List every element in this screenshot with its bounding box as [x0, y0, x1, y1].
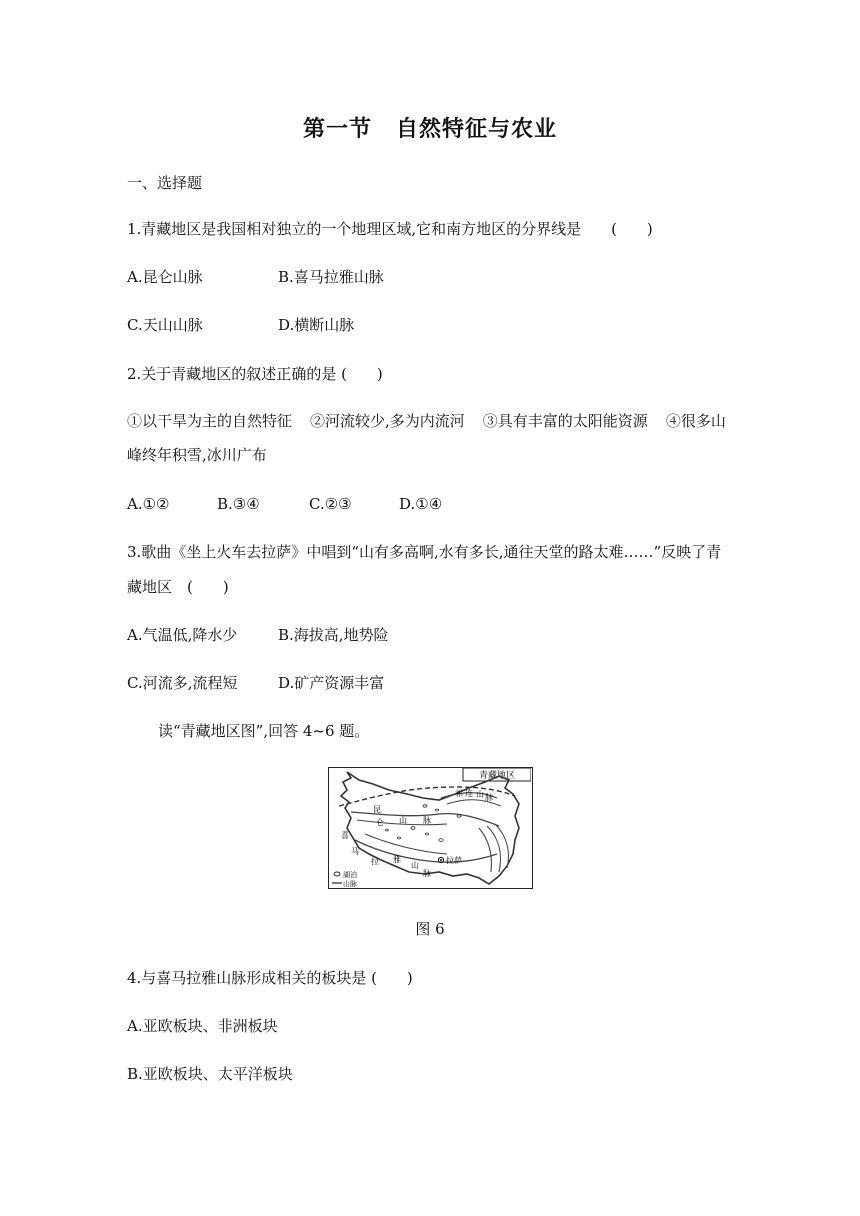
q2-option-b: B.③④: [217, 495, 260, 513]
q1-stem: 1.青藏地区是我国相对独立的一个地理区域,它和南方地区的分界线是 ( ): [127, 220, 653, 238]
q2-statement-4: ④很多山峰终年积雪,冰川广布: [127, 412, 726, 464]
eastern-mountain-line-2: [487, 826, 501, 872]
q2-option-d: D.①④: [399, 495, 443, 513]
himalaya-mountain-line-2: [365, 834, 447, 854]
page-title: [0, 112, 860, 143]
q3-stem-line2: 藏地区 ( ): [127, 578, 229, 596]
region-boundary: [341, 772, 519, 884]
label-ximalaya-1: 喜: [341, 831, 349, 840]
q2-option-c: C.②③: [309, 495, 352, 513]
q4-option-b: B.亚欧板块、太平洋板块: [127, 1065, 293, 1083]
lake-marker: [439, 839, 443, 842]
legend-lake-label: 湖泊: [343, 871, 357, 879]
label-kunlun-1: 昆: [373, 805, 381, 814]
q2-statement-1: ①以干旱为主的自然特征: [127, 412, 293, 430]
title-part1: 第一节: [302, 117, 372, 142]
label-qilian-2: 连: [465, 789, 473, 798]
label-kunlun-2: 仑: [376, 818, 384, 827]
label-qilian-3: 山: [476, 790, 484, 799]
reading-instruction: 读“青藏地区图”,回答 4~6 题。: [158, 722, 370, 740]
q2-statement-2: ②河流较少,多为内流河: [310, 412, 465, 430]
label-ximalaya-2: 马: [351, 847, 359, 856]
map-drawing: [329, 768, 531, 887]
lake-marker: [435, 809, 438, 811]
lake-marker: [397, 837, 400, 839]
legend-mountain-label: 山脉: [343, 880, 357, 887]
label-ximalaya-3: 拉: [371, 857, 379, 866]
q4-option-a: A.亚欧板块、非洲板块: [127, 1017, 278, 1035]
q3-option-a: A.气温低,降水少: [127, 626, 238, 644]
q2-statement-3: ③具有丰富的太阳能资源: [482, 412, 648, 430]
label-qilian-4: 脉: [485, 793, 493, 802]
q3-stem-line1: 3.歌曲《坐上火车去拉萨》中唱到“山有多高啊,水有多长,通往天堂的路太难……”反映了青: [127, 543, 722, 561]
map-title: 青藏地区: [478, 771, 516, 781]
q2-stem: 2.关于青藏地区的叙述正确的是 ( ): [127, 365, 383, 383]
section-heading: 一、选择题: [127, 174, 203, 192]
eastern-mountain-line-3: [495, 824, 509, 868]
label-ximalaya-4: 雅: [393, 855, 401, 864]
label-ximalaya-6: 脉: [423, 869, 431, 878]
lake-marker: [425, 833, 429, 835]
qinghai-tibet-map: [328, 767, 533, 889]
q1-option-d: D.横断山脉: [278, 316, 355, 334]
q1-option-a: A.昆仑山脉: [127, 268, 203, 286]
label-ximalaya-5: 山: [411, 861, 419, 870]
label-qilian-1: 祁: [455, 789, 463, 798]
lake-marker: [423, 805, 427, 807]
eastern-mountain-line-1: [479, 828, 492, 872]
q3-option-d: D.矿产资源丰富: [278, 674, 385, 692]
q3-option-b: B.海拔高,地势险: [278, 626, 389, 644]
label-lhasa: 拉萨: [446, 856, 462, 865]
figure-caption: 图 6: [415, 920, 445, 938]
legend-lake-symbol: [334, 872, 340, 876]
lake-marker: [386, 829, 389, 831]
label-kunlun-3: 山: [399, 816, 407, 825]
q2-statements: [127, 404, 737, 472]
q3-option-c: C.河流多,流程短: [127, 674, 238, 692]
label-kunlun-4: 脉: [423, 816, 431, 825]
lhasa-marker-dot: [440, 859, 442, 861]
lake-marker: [411, 827, 415, 830]
q1-option-b: B.喜马拉雅山脉: [278, 268, 384, 286]
q4-stem: 4.与喜马拉雅山脉形成相关的板块是 ( ): [127, 969, 413, 987]
lake-marker: [457, 815, 461, 817]
title-part2: 自然特征与农业: [396, 117, 558, 142]
q1-option-c: C.天山山脉: [127, 316, 203, 334]
q2-option-a: A.①②: [127, 495, 170, 513]
